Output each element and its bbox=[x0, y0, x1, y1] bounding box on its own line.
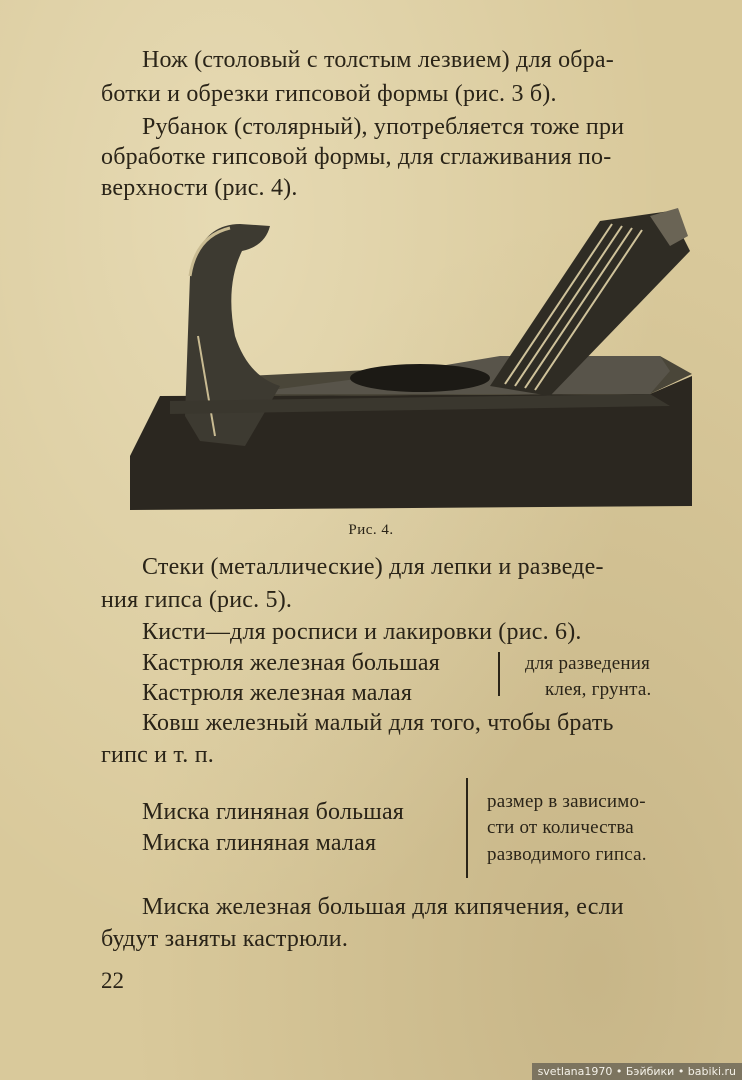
text-span: размер в зависимо- bbox=[487, 791, 646, 812]
text-span: Кастрюля железная малая bbox=[142, 680, 413, 706]
note-line bbox=[525, 652, 650, 676]
text-line bbox=[101, 585, 708, 615]
text-span: для разведения bbox=[525, 653, 651, 674]
text-line bbox=[101, 924, 708, 954]
note-line bbox=[487, 790, 705, 814]
text-span: будут заняты кастрюли. bbox=[101, 926, 349, 952]
text-span: Стеки (металлические) для лепки и разведе- bbox=[142, 554, 604, 580]
text-span: Миска глиняная большая bbox=[142, 799, 405, 825]
text-span: ботки и обрезки гипсовой формы (рис. 3 б). bbox=[101, 81, 557, 107]
text-span: Кастрюля железная большая bbox=[142, 650, 440, 676]
text-span: Кисти—для росписи и лакировки (рис. 6). bbox=[142, 619, 582, 645]
text-line bbox=[142, 828, 376, 858]
text-span: ния гипса (рис. 5). bbox=[101, 587, 293, 613]
text-span: верхности (рис. 4). bbox=[101, 175, 298, 201]
text-line bbox=[101, 142, 708, 172]
text-line bbox=[101, 173, 708, 203]
page-number: 22 bbox=[101, 968, 124, 993]
brace bbox=[466, 778, 468, 878]
text-line bbox=[142, 112, 708, 142]
text-span: Нож (столовый с толстым лезвием) для обра- bbox=[142, 47, 614, 73]
note-line bbox=[487, 816, 705, 840]
text-line bbox=[142, 708, 708, 738]
text-span: Рубанок (столярный), употребляется тоже при bbox=[142, 114, 625, 140]
text-span: Ковш железный малый для того, чтобы брать bbox=[142, 710, 614, 736]
note-line bbox=[487, 843, 705, 867]
brace bbox=[498, 652, 500, 696]
text-span: разводимого гипса. bbox=[487, 844, 647, 865]
watermark: svetlana1970 • Бэйбики • babiki.ru bbox=[532, 1063, 742, 1080]
text-span: Миска железная большая для кипячения, если bbox=[142, 894, 624, 920]
text-line bbox=[142, 552, 708, 582]
note-line bbox=[545, 678, 651, 702]
text-line bbox=[142, 648, 440, 678]
text-span: Миска глиняная малая bbox=[142, 830, 377, 856]
text-line bbox=[142, 45, 708, 75]
text-span: клея, грунта. bbox=[545, 679, 652, 700]
text-span: гипс и т. п. bbox=[101, 742, 214, 768]
figure-caption: Рис. 4. bbox=[348, 522, 394, 538]
text-span: сти от количества bbox=[487, 817, 634, 838]
text-line bbox=[101, 79, 708, 109]
plane-illustration bbox=[130, 206, 692, 514]
text-line bbox=[142, 797, 404, 827]
text-line bbox=[142, 617, 708, 647]
text-line bbox=[142, 892, 708, 922]
text-span: обработке гипсовой формы, для сглаживания по- bbox=[101, 144, 612, 170]
text-line bbox=[101, 740, 708, 770]
text-line bbox=[142, 678, 412, 708]
